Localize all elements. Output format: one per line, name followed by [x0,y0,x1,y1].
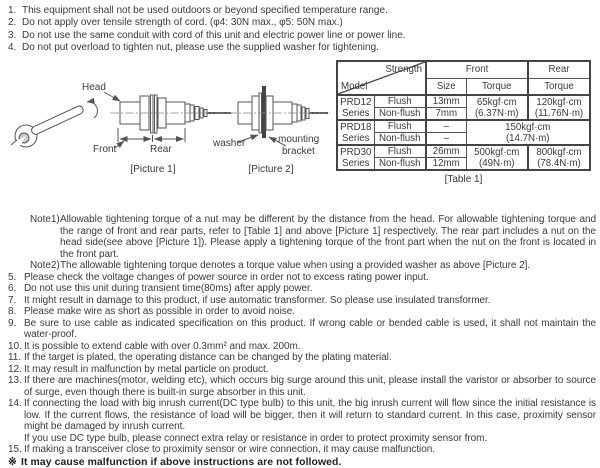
nonflush-cell: Non-flush [374,133,426,146]
instruction-item [8,352,596,364]
top-instructions-list [8,5,594,55]
front-torque-cell [466,95,528,120]
instruction-item [8,341,596,353]
torque-value: 65kgf·cm [467,97,528,108]
torque-table-section [336,60,594,185]
instruction-item [8,272,596,284]
torque-value: 120kgf·cm [529,97,589,108]
head-leader-arrow [104,92,120,101]
instruction-item [8,295,596,307]
instruction-line [8,30,594,42]
rear-torque-cell [528,95,590,120]
item-text: Be sure to use cable as indicated specification on this product. If wrong cable or bended cable is used, it shall not maintain the water-proof. [24,318,596,341]
table-caption: [Table 1] [336,174,591,185]
item-text: It is possible to extend cable with over 0.3mm² and max. 200m. [24,341,300,352]
footnote-warning [8,457,596,468]
item-text: Do not use this unit during transient time(80ms) after apply power. [24,283,312,294]
instruction-item [8,318,596,341]
size-cell: – [426,133,466,146]
notes-section [8,214,596,468]
flush-cell: Flush [374,120,426,133]
instruction-item [8,364,596,376]
warning-text: It may cause malfunction if above instructions are not followed. [21,457,341,468]
strength-header: Strength [385,64,422,75]
item-number: 6. [8,283,24,295]
torque-value: 800kgf·cm [529,147,589,158]
item-number: 5. [8,272,24,284]
size-cell: 26mm [426,145,466,158]
model-cell [337,120,374,145]
front-leader-arrow [115,141,124,148]
model-name: PRD30 [338,147,374,158]
model-header: Model [341,81,367,92]
instruction-item [8,398,596,444]
item-text: If there are machines(motor, welding etc), which occurs big surge around this unit, please install the varistor or absorber to source of surge, even though there is built-in surge absorber in this unit. [24,375,596,398]
mounting-bracket-label: bracket [282,146,315,157]
instruction-item [8,444,596,456]
item-text: If making a transceiver close to proximity sensor or wire connection, it may cause malfunction. [24,444,435,455]
torque-value-si: (14.7N·m) [467,133,590,144]
instruction-item [8,283,596,295]
item-number: 3. [8,30,22,42]
rear-torque-header: Torque [528,78,590,95]
item-number: 13. [8,375,24,387]
instruction-line [8,42,594,54]
picture2-caption: [Picture 2] [248,164,293,175]
sensor-washer-plate [151,95,154,133]
model-name: PRD12 [338,97,374,108]
rear-header: Rear [528,61,590,78]
size-header: Size [426,78,466,95]
item-number: 7. [8,295,24,307]
diagonal-header-cell [337,61,426,95]
mounting-bracket-label: mounting [278,134,319,145]
item-number: 10. [8,341,24,353]
model-cell [337,145,374,170]
item-text: Do not put overload to tighten nut, please use the supplied washer for tightening. [22,42,379,54]
size-cell: – [426,120,466,133]
torque-value-si: (11.76N·m) [529,108,589,119]
note-label: Note1) [30,214,60,226]
torque-value: 150kgf·cm [467,122,590,133]
item-number: 14. [8,398,24,410]
item-number: 4. [8,42,22,54]
item-text: It might result in damage to this product, if use automatic transformer. So please use insulated transformer. [24,295,490,306]
item-text: If connecting the load with big inrush current(DC type bulb) to this unit, the big inrush current will flow since the initial resistance is low. If the current flows, the resistance of load will be bigger, then it will return to standard current. In this case, proximity sensor might be damaged by inrush current. [24,398,596,432]
front-torque-cell [466,145,528,170]
size-cell: 7mm [426,108,466,121]
size-cell: 12mm [426,158,466,171]
item-number: 9. [8,318,24,330]
rear-torque-cell [528,145,590,170]
torque-value-si: (49N·m) [467,158,528,169]
model-series: Series [338,158,374,169]
model-cell [337,95,374,120]
instruction-line [8,5,594,17]
note-text: Allowable tightening torque of a nut may be different by the distance from the head. For allowable tightening torque and the range of front and rear parts, refer to [Table 1] and above [Picture 1] respectively. The rear part includes a nut on the head side(see above [Picture 1]). Please apply a tightening torque of the front part when the nut on the front is located in the front part. [60,214,596,260]
note-line [30,214,596,260]
front-torque-header: Torque [466,78,528,95]
item-number: 15. [8,444,24,456]
item-number: 1. [8,5,22,17]
front-header: Front [426,61,528,78]
flush-cell: Flush [374,145,426,158]
model-name: PRD18 [338,122,374,133]
wrench-handle [30,105,84,136]
picture1-caption: [Picture 1] [130,164,175,175]
item-text: It may result in malfunction by metal particle on product. [24,364,268,375]
reference-mark-icon: ※ [8,457,21,468]
instruction-line [8,17,594,29]
item-text: If the target is plated, the operating distance can be changed by the plating material. [24,352,392,363]
picture2-figure [212,62,332,184]
item-text: Do not apply over tensile strength of cord. (φ4: 30N max., φ5: 50N max.) [22,17,343,29]
washer-label: washer [212,138,246,149]
nonflush-cell: Non-flush [374,158,426,171]
torque-value: 500kgf·cm [467,147,528,158]
item-number: 2. [8,17,22,29]
cable-rib [302,107,305,120]
flush-cell: Flush [374,95,426,108]
cable-rib [306,109,309,119]
merged-torque-cell [466,120,590,145]
note-text: The allowable tightening torque denotes a torque value when using a provided washer as above [Picture 2]. [60,260,530,271]
torque-value-si: (78.4N·m) [529,158,589,169]
item-number: 8. [8,306,24,318]
front-label: Front [93,144,117,155]
item-text: This equipment shall not be used outdoors or beyond specified temperature range. [22,5,388,17]
rear-label: Rear [150,144,172,155]
instruction-item [8,306,596,318]
item-text: Do not use the same conduit with cord of this unit and electric power line or power line. [22,30,406,42]
item-text-continuation: If you use DC type bulb, please connect extra relay or resistance in order to protect proximity sensor from. [24,433,596,445]
mounting-bracket-plate [262,86,266,138]
torque-value-si: (6.37N·m) [467,108,528,119]
instruction-item [8,375,596,398]
item-text: Please check the voltage changes of power source in order not to excess rating power input. [24,272,429,283]
size-cell: 13mm [426,95,466,108]
item-number: 11. [8,352,24,364]
model-series: Series [338,133,374,144]
torque-table [336,60,591,171]
note-label: Note2) [30,260,60,272]
note-line [30,260,596,272]
head-label: Head [82,82,106,93]
item-number: 12. [8,364,24,376]
sensor-washer-plate [155,95,158,133]
nonflush-cell: Non-flush [374,108,426,121]
item-text: Please make wire as short as possible in order to avoid noise. [24,306,295,317]
model-series: Series [338,108,374,119]
